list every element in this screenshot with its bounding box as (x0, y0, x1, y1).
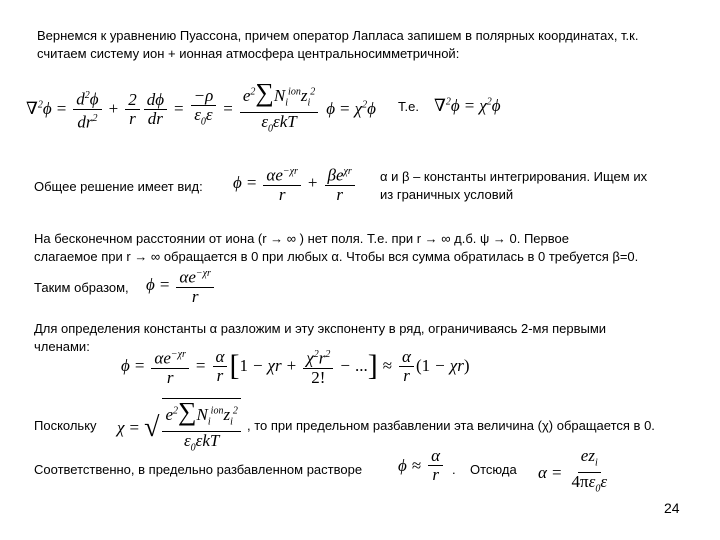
thus-equation: ϕ = $\frac{\alpha e^{-\chi r}}{r}$ (146, 265, 216, 306)
expansion-line-1: Для определения константы α разложим и эту экспоненту в ряд, ограничиваясь 2-мя первыми (34, 321, 607, 336)
te-label: Т.е. (398, 99, 419, 114)
poisson-equation: ∇$^2$ϕ = $\frac{d^2\phi}{dr^2}$ + $\frac{2}{r}$ $\frac{d\phi}{dr}$ = $\frac{-\rho}{\varepsilon_0\varepsilon}$ = $\frac{e^2\sum N_i^{ion}z_i^2}{\varepsilon_0\varepsilon kT}$ ϕ = $\chi^2\phi$ (26, 78, 376, 135)
chi-equation: χ = √ $\frac{e^2\sum N_i^{ion}z_i^2}{\varepsilon_0\varepsilon kT}$ (117, 398, 243, 458)
alpha-equation: α = $\frac{ez_i}{4\pi\varepsilon_0\varepsilon}$ (538, 446, 608, 495)
infinity-line-2: слагаемое при r → ∞ обращается в 0 при любых α. Чтобы вся сумма обратилась в 0 требуется β=0. (34, 249, 639, 264)
general-solution-equation: ϕ = $\frac{\alpha e^{-\chi r}}{r}$ + $\frac{\beta e^{\chi r}}{r}$ (233, 163, 357, 204)
infinity-line-1: На бесконечном расстоянии от иона (r → ∞ ) нет поля. Т.е. при r → ∞ д.б. ψ → 0. Первое (34, 231, 569, 246)
dot: . (452, 462, 456, 477)
thus-label: Таким образом, (34, 280, 129, 295)
accordingly-label: Соответственно, в предельно разбавленном растворе (34, 462, 363, 477)
expansion-equation: ϕ = $\frac{\alpha e^{-\chi r}}{r}$ = $\frac{\alpha}{r}$ [ 1 − χr + $\frac{\chi^2r^2}{2!}$ − ... ] ≈ $\frac{\alpha}{r}$ ( 1 − χr ) (121, 346, 470, 387)
intro-line-1: Вернемся к уравнению Пуассона, причем оператор Лапласа запишем в полярных координатах, т.к. (37, 28, 639, 43)
page-number: 24 (664, 500, 680, 516)
constants-note-line-2: из граничных условий (380, 187, 514, 202)
dilute-equation: ϕ ≈ $\frac{\alpha}{r}$ (398, 447, 445, 484)
since-label: Поскольку (34, 418, 97, 433)
general-solution-label: Общее решение имеет вид: (34, 179, 203, 194)
intro-line-2: считаем систему ион + ионная атмосфера центральносимметричной: (37, 46, 460, 61)
since-text: , то при предельном разбавлении эта величина (χ) обращается в 0. (247, 418, 655, 433)
hence-label: Отсюда (470, 462, 517, 477)
laplace-short-equation: ∇$^2$ϕ = $\chi^2\phi$ (434, 96, 501, 115)
constants-note-line-1: α и β – константы интегрирования. Ищем их (380, 169, 648, 184)
expansion-line-2: членами: (34, 339, 90, 354)
